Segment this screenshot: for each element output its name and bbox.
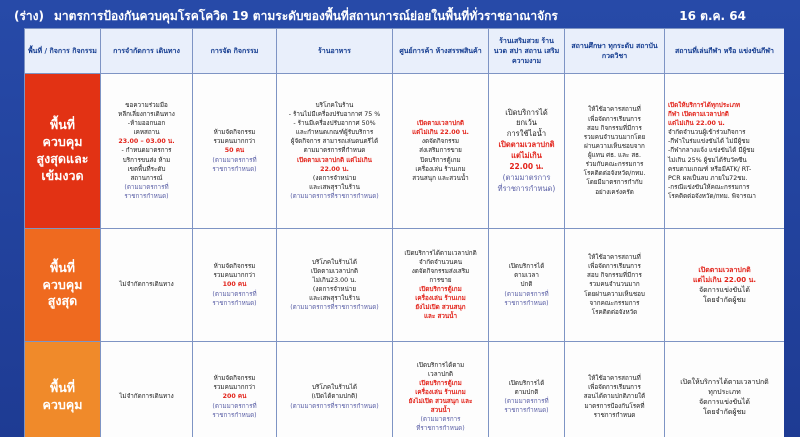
cell-text: ราชการกำหนด xyxy=(593,411,636,419)
cell-text: ตามเวลา xyxy=(514,272,539,280)
cell-text: เพื่อจัดการเรียนการ xyxy=(588,115,641,123)
cell-note: (ตามมาตรการที่ xyxy=(212,156,257,164)
school-cell xyxy=(565,342,665,437)
zone-cell-strict-max xyxy=(25,74,101,229)
cell-text: ร่วมกับคณะกรรมการ xyxy=(585,161,644,169)
cell-text: -ห้ามออกนอก xyxy=(127,120,166,128)
opening-hours: เปิดตามเวลาปกติ xyxy=(417,120,464,128)
highlight-text: ยังไม่เปิด สวนสนุก และ xyxy=(408,398,473,405)
highlight-text: เปิดบริการตู้เกม xyxy=(419,286,462,293)
opening-hours: 22.00 น. xyxy=(320,165,349,173)
people-limit: 100 คน xyxy=(222,281,247,289)
cell-text: เขตพื้นที่ระดับ xyxy=(127,165,166,173)
school-cell xyxy=(565,74,665,229)
mall-cell xyxy=(393,229,489,342)
cell-note: ราชการกำหนด) xyxy=(212,165,257,173)
cell-text: สถานการณ์ xyxy=(130,174,163,182)
travel-cell xyxy=(101,74,193,229)
cell-text: เครื่องเล่น ร้านเกม xyxy=(415,165,466,173)
cell-text: เปิดให้บริการได้ตามเวลาปกติ xyxy=(680,377,769,386)
spa-cell xyxy=(489,229,565,342)
title-date: 16 ต.ค. 64 xyxy=(679,8,746,23)
cell-text: ผู้แทน ศธ. และ สธ. xyxy=(587,152,642,159)
zone-text: ควบคุม xyxy=(42,397,83,412)
cell-text: (งดการจำหน่าย xyxy=(312,286,357,293)
opening-hours: 22.00 น. xyxy=(509,161,544,171)
cell-text: รวมคนมากกว่า xyxy=(213,272,256,280)
cell-text: และเสพสุราในร้าน xyxy=(309,295,360,303)
activity-cell xyxy=(193,229,277,342)
cell-text: โรคติดต่อจังหวัด xyxy=(591,308,638,316)
cell-text: ห้ามจัดกิจกรรม xyxy=(213,263,256,271)
highlight-text: เปิดบริการตู้เกม xyxy=(419,379,462,387)
cell-note: (ตามมาตรการที่ราชการกำหนด) xyxy=(290,402,379,410)
cell-text: (งดการจำหน่าย xyxy=(312,174,357,182)
restaurant-cell xyxy=(277,229,393,342)
cell-text: สอนได้ตามปกติภายใต้ xyxy=(583,393,646,401)
cell-text: -กีฬาในร่มแข่งขันได้ ไม่มีผู้ชม xyxy=(668,138,750,146)
zone-text: พื้นที่ xyxy=(49,259,76,275)
cell-text: ให้ใช้อาคารสถานที่ xyxy=(588,375,641,383)
cell-text: การขาย xyxy=(429,276,452,284)
header-spa: ร้านเสริมสวย ร้าน นวด สปา สถาน เสริมความงาม xyxy=(489,29,565,74)
header-travel: การจำกัดการ เดินทาง xyxy=(101,29,193,74)
cell-text: สวนสนุก และสวนน้ำ xyxy=(412,174,469,182)
cell-note: ที่ราชการกำหนด) xyxy=(416,425,465,433)
cell-text: ไม่เกิน 25% ผู้ชมได้รับวัคซีน xyxy=(668,156,747,164)
draft-label: (ร่าง) xyxy=(14,8,45,23)
slide-title xyxy=(14,6,786,26)
activity-cell xyxy=(193,74,277,229)
opening-hours: แต่ไม่เกิน xyxy=(511,151,542,160)
cell-note: ราชการกำหนด) xyxy=(504,407,549,415)
cell-text: ห้ามจัดกิจกรรม xyxy=(213,129,256,137)
curfew-time: 23.00 – 03.00 น. xyxy=(118,138,175,146)
zone-cell-control xyxy=(25,342,101,437)
opening-hours: แต่ไม่เกิน 22.00 น. xyxy=(412,129,469,137)
cell-text: ผู้จัดกิจการ สามารถเล่นดนตรีได้ xyxy=(290,138,379,146)
cell-text: บริโภคในร้านได้ xyxy=(312,258,357,266)
cell-text: ผ่านความเห็นชอบจาก xyxy=(584,142,645,150)
people-limit: 200 คน xyxy=(222,393,247,401)
zone-cell-max xyxy=(25,229,101,342)
cell-text: -กรณีแข่งขันให้คณะกรรมการ xyxy=(668,183,750,191)
cell-note: ราชการกำหนด) xyxy=(504,299,549,307)
cell-note: (ตามมาตรการ xyxy=(420,416,461,424)
opening-hours: เปิดตามเวลาปกติ xyxy=(498,140,555,150)
cell-text: PCR ผลเป็นลบ ภายใน72ชม. xyxy=(668,174,748,182)
cell-text: รวมคนมากกว่า xyxy=(213,138,256,146)
table-row-strict-max-control xyxy=(25,74,785,229)
cell-text: ปกติ xyxy=(520,281,533,289)
cell-text: เวลาปกติ xyxy=(428,370,453,378)
cell-text: - ร้านมีเครื่องปรับอากาศ 50% xyxy=(293,120,376,128)
cell-note: ราชการกำหนด) xyxy=(212,299,257,307)
sport-cell xyxy=(665,74,785,229)
cell-text: -กีฬากลางแจ้ง แข่งขันได้ มีผู้ชม xyxy=(668,147,755,155)
zone-text: สูงสุด xyxy=(47,293,78,309)
measures-table xyxy=(24,28,784,437)
opening-hours: แต่ไม่เกิน 22.00 น. xyxy=(692,275,757,284)
activity-cell xyxy=(193,342,277,437)
cell-text: สอบ กิจกรรมที่มีการ xyxy=(587,124,642,132)
zone-text: พื้นที่ xyxy=(49,117,76,133)
people-limit: 50 คน xyxy=(224,147,245,155)
cell-text: โรคติดต่อจังหวัด/กทม. พิจารณา xyxy=(668,193,756,201)
cell-text: รวมคนมากกว่า xyxy=(213,384,256,392)
cell-note: (ตามมาตรการที่ราชการกำหนด) xyxy=(290,304,379,312)
cell-text: และเสพสุราในร้าน xyxy=(309,183,360,191)
cell-text: รวมคนจำนวนมาก xyxy=(589,281,640,289)
mall-cell xyxy=(393,74,489,229)
cell-text: มาตรการป้องกันโรคที่ xyxy=(584,402,645,410)
zone-text: สูงสุดและ xyxy=(36,151,89,166)
cell-text: บริโภคในร้านได้ xyxy=(312,384,357,392)
highlight-text: และ สวนน้ำ xyxy=(423,313,457,321)
cell-note: (ตามมาตรการที่ xyxy=(212,290,257,298)
zone-text: เข้มงวด xyxy=(41,167,84,183)
travel-cell xyxy=(101,342,193,437)
cell-text: และกำหนดเกณฑ์ผู้รับบริการ xyxy=(295,129,374,137)
cell-text: จัดการแข่งขันได้ xyxy=(699,286,750,294)
cell-text: จัดการแข่งขันได้ xyxy=(699,398,750,406)
cell-text: โดยผ่านความเห็นชอบ xyxy=(584,290,645,298)
cell-text: งดจัดกิจกรรมส่งเสริม xyxy=(411,267,470,275)
cell-text: ปิดบริการตู้เกม xyxy=(420,156,461,164)
highlight-text: ยังไม่เปิด สวนสนุก xyxy=(415,304,466,312)
cell-text: เปิดบริการได้ xyxy=(505,107,548,117)
cell-text: หลีกเลี่ยงการเดินทาง xyxy=(118,110,175,118)
cell-text: ครบตามเกณฑ์ หรือมีATK/ RT- xyxy=(668,165,752,173)
table-row-max-control xyxy=(25,229,785,342)
cell-text: - กำหนดมาตรการ xyxy=(121,147,172,155)
cell-text: เปิดตามเวลาปกติ xyxy=(311,267,358,275)
cell-text: เพื่อจัดการเรียนการ xyxy=(588,384,641,392)
header-activity: การจัด กิจกรรม xyxy=(193,29,277,74)
opening-hours: เปิดตามเวลาปกติ xyxy=(698,265,751,274)
cell-note: ที่ราชการกำหนด) xyxy=(497,183,556,193)
table-header-row xyxy=(25,29,785,74)
title-text: มาตรการป้องกันควบคุมโรคโควิด 19 ตามระดับของพื้นที่สถานการณ์ย่อยในพื้นที่ทั่วราชอาณาจักร xyxy=(54,8,558,23)
cell-text: เปิดบริการได้ xyxy=(508,379,545,387)
opening-hours: เปิดตามเวลาปกติ แต่ไม่เกิน xyxy=(297,156,372,164)
cell-text: ตามมาตรการที่กำหนด xyxy=(303,147,366,155)
cell-note: (ตามมาตรการที่ xyxy=(504,398,549,405)
cell-text: ทุกประเภท xyxy=(708,387,741,396)
restaurant-cell xyxy=(277,74,393,229)
cell-note: ราชการกำหนด) xyxy=(124,193,169,201)
cell-text: สอบ กิจกรรมที่มีการ xyxy=(587,272,642,280)
cell-text: จำกัดจำนวนผู้เข้าร่วมกิจการ xyxy=(668,129,746,137)
cell-note: (ตามมาตรการ xyxy=(502,172,551,182)
restaurant-cell xyxy=(277,342,393,437)
cell-note: (ตามมาตรการที่ xyxy=(124,183,169,191)
cell-text: โดยจำกัดผู้ชม xyxy=(703,408,746,417)
spa-cell xyxy=(489,342,565,437)
header-zone: พื้นที่ / กิจการ กิจกรรม xyxy=(25,29,101,74)
cell-text: บริการขนส่ง ห้าม xyxy=(122,156,171,164)
cell-text: โดยมีมาตรการกำกับ xyxy=(586,179,643,187)
cell-text: รวมคนจำนวนมากโดย xyxy=(583,133,646,141)
cell-text: - ร้านไม่มีเครื่องปรับอากาศ 75 % xyxy=(288,110,381,118)
sport-cell xyxy=(665,229,785,342)
cell-text: การใช้ไอน้ำ xyxy=(506,129,547,139)
header-school: สถานศึกษา ทุกระดับ สถาบันกวดวิชา xyxy=(565,29,665,74)
highlight-text: สวนน้ำ xyxy=(430,407,451,415)
cell-text: เปิดบริการได้ตาม xyxy=(416,361,465,369)
cell-text: (เปิดได้ตามปกติ) xyxy=(311,393,358,401)
cell-note: ราชการกำหนด) xyxy=(212,411,257,419)
travel-cell xyxy=(101,229,193,342)
cell-text: ไม่จำกัดการเดินทาง xyxy=(119,393,174,401)
cell-text: ไม่จำกัดการเดินทาง xyxy=(119,281,174,289)
cell-text: เปิดบริการได้ xyxy=(508,263,545,271)
cell-text: ขอความร่วมมือ xyxy=(125,101,168,109)
cell-note: (ตามมาตรการที่ xyxy=(504,290,549,298)
cell-text: เคหสถาน xyxy=(133,129,160,137)
table-row-control xyxy=(25,342,785,437)
cell-text: ส่งเสริมการขาย xyxy=(419,147,462,155)
cell-text: ให้ใช้อาคารสถานที่ xyxy=(588,254,641,262)
cell-text: ให้ใช้อาคารสถานที่ xyxy=(588,106,641,114)
mall-cell xyxy=(393,342,489,437)
cell-text: ยกเว้น xyxy=(516,118,537,128)
header-sport: สถานที่เล่นกีฬา หรือ แข่งขันกีฬา xyxy=(665,29,785,74)
cell-text: งดจัดกิจกรรม xyxy=(421,138,460,146)
header-restaurant: ร้านอาหาร xyxy=(277,29,393,74)
cell-note: (ตามมาตรการที่ราชการกำหนด) xyxy=(290,193,379,201)
cell-text: ห้ามจัดกิจกรรม xyxy=(213,375,256,383)
cell-text: เปิดบริการได้ตามเวลาปกติ xyxy=(404,249,477,257)
cell-text: ตามปกติ xyxy=(514,388,539,396)
cell-text: ไม่เกิน23.00 น. xyxy=(312,276,357,284)
cell-text: บริโภคในร้าน xyxy=(315,101,354,109)
cell-text: จำกัดจำนวนคน xyxy=(418,258,462,266)
sport-cell xyxy=(665,342,785,437)
opening-hours: แต่ไม่เกิน 22.00 น. xyxy=(668,120,725,128)
header-mall: ศูนย์การค้า ห้างสรรพสินค้า xyxy=(393,29,489,74)
cell-text: โรคติดต่อจังหวัด/กทม. xyxy=(583,170,646,178)
cell-text: จากคณะกรรมการ xyxy=(589,299,640,307)
opening-hours: กีฬา เปิดตามเวลาปกติ xyxy=(668,110,729,118)
spa-cell xyxy=(489,74,565,229)
cell-text: โดยจำกัดผู้ชม xyxy=(703,296,746,305)
school-cell xyxy=(565,229,665,342)
zone-text: พื้นที่ xyxy=(49,380,76,396)
zone-text: ควบคุม xyxy=(42,276,83,292)
highlight-text: เครื่องเล่น ร้านเกม xyxy=(415,388,466,396)
opening-hours: เปิดให้บริการได้ทุกประเภท xyxy=(668,101,741,109)
cell-note: (ตามมาตรการที่ xyxy=(212,402,257,410)
cell-text: เพื่อจัดการเรียนการ xyxy=(588,263,641,271)
zone-text: ควบคุม xyxy=(42,134,83,150)
highlight-text: เครื่องเล่น ร้านเกม xyxy=(415,295,466,303)
cell-text: อย่างเคร่งครัด xyxy=(595,188,634,196)
measures-table-sheet xyxy=(24,28,784,437)
